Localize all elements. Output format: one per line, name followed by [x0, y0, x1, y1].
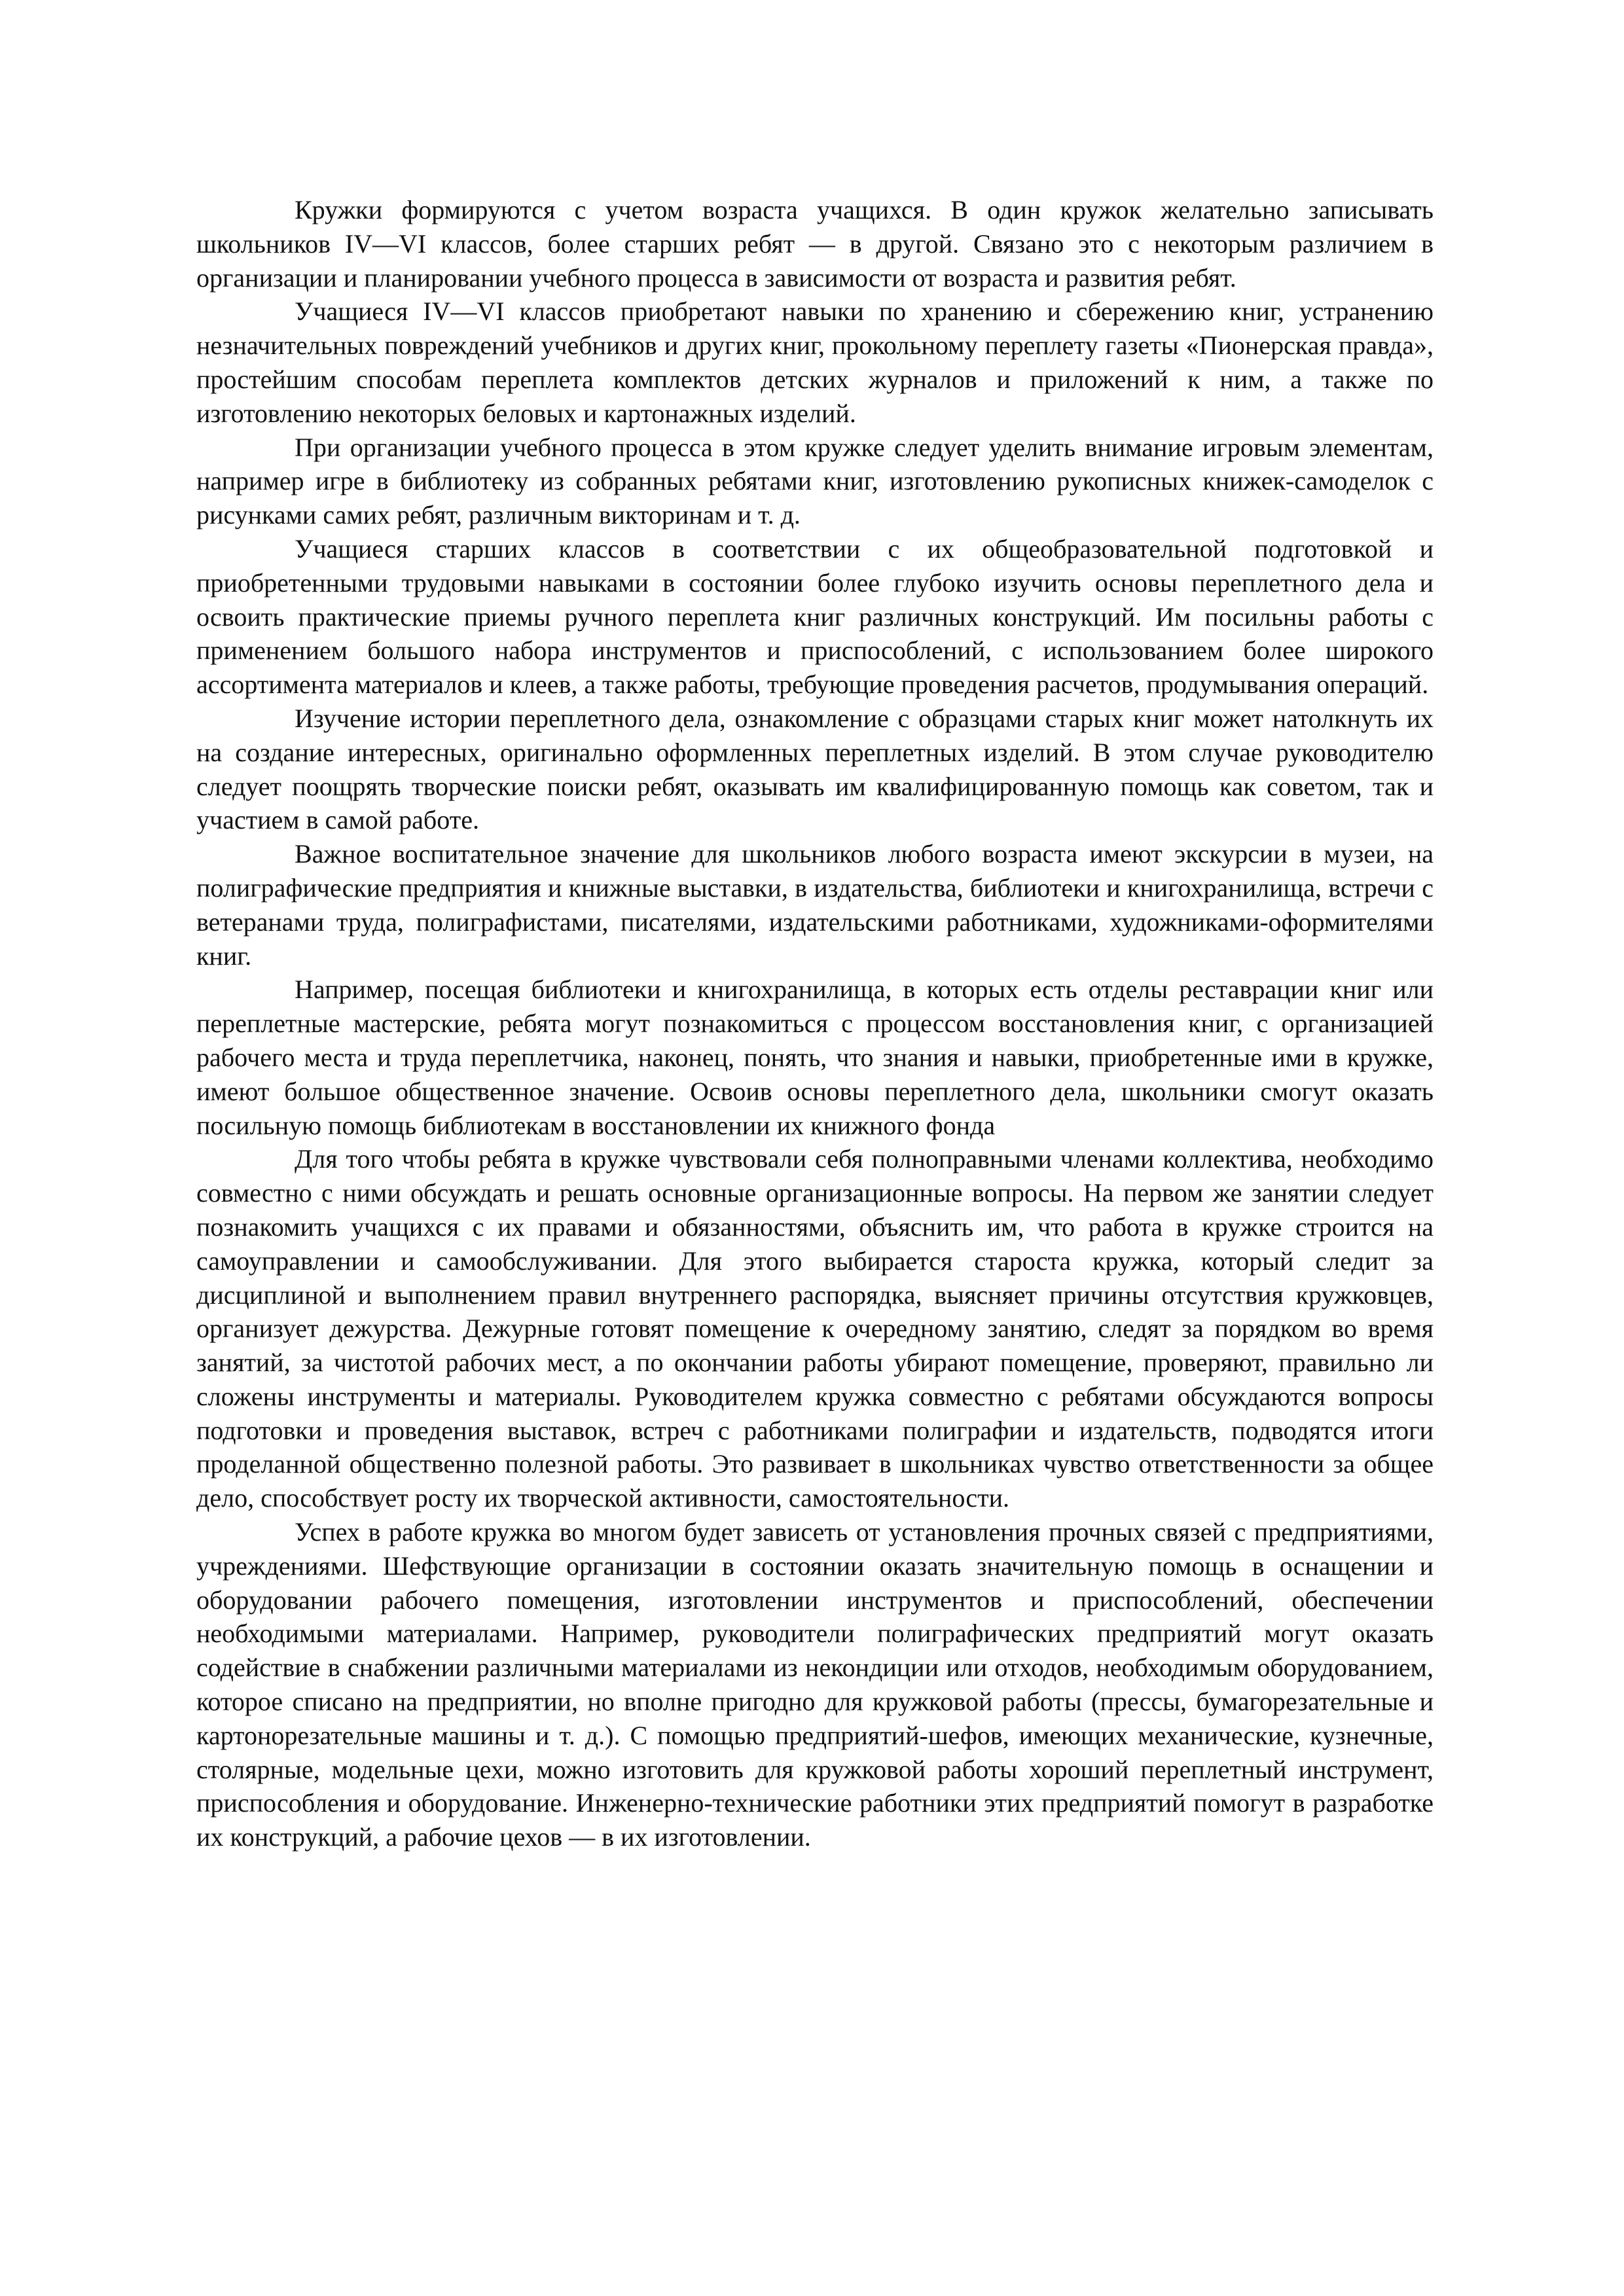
paragraph-circle-formation: Кружки формируются с учетом возраста учащихся. В один кружок желательно записывать школьников IV—VI классов, более старших ребят — в другой. Связано это с некоторым различием в организации и планировании учебного процесса в зависимости от возраста и развития ребят. [196, 195, 1434, 293]
paragraph-older-students-skills: Учащиеся старших классов в соответствии с их общеобразовательной подготовкой и приобретенными трудовыми навыками в состоянии более глубоко изучить основы переплетного дела и освоить практические приемы ручного переплета книг различных конструкций. Им посильны работы с применением большого набора инструментов и приспособлений, с использованием более широкого ассортимента материалов и клеев, а также работы, требующие проведения расчетов, продумывания операций. [196, 533, 1434, 700]
paragraph-younger-students-skills: Учащиеся IV—VI классов приобретают навыки по хранению и сбережению книг, устранению незначительных повреждений учебников и других книг, прокольному переплету газеты «Пионерская правда», простейшим способам переплета комплектов детских журналов и приложений к ним, а также по изготовлению некоторых беловых и картонажных изделий. [196, 296, 1434, 428]
paragraph-game-elements: При организации учебного процесса в этом кружке следует уделить внимание игровым элементам, например игре в библиотеку из собранных ребятами книг, изготовлению рукописных книжек-самоделок с рисунками самих ребят, различным викторинам и т. д. [196, 432, 1434, 530]
document-body [196, 193, 1434, 1854]
paragraph-binding-history: Изучение истории переплетного дела, ознакомление с образцами старых книг может натолкнуть их на создание интересных, оригинально оформленных переплетных изделий. В этом случае руководителю следует поощрять творческие поиски ребят, оказывать им квалифицированную помощь как советом, так и участием в самой работе. [196, 703, 1434, 835]
paragraph-self-government: Для того чтобы ребята в кружке чувствовали себя полноправными членами коллектива, необходимо совместно с ними обсуждать и решать основные организационные вопросы. На первом же занятии следует познакомить учащихся с их правами и обязанностями, объяснить им, что работа в кружке строится на самоуправлении и самообслуживании. Для этого выбирается староста кружка, который следит за дисциплиной и выполнением правил внутреннего распорядка, выясняет причины отсутствия кружковцев, организует дежурства. Дежурные готовят помещение к очередному занятию, следят за порядком во время занятий, за чистотой рабочих мест, а по окончании работы убирают помещение, проверяют, правильно ли сложены инструменты и материалы. Руководителем кружка совместно с ребятами обсуждаются вопросы подготовки и проведения выставок, встреч с работниками полиграфии и издательств, подводятся итоги проделанной общественно полезной работы. Это развивает в школьниках чувство ответственности за общее дело, способствует росту их творческой активности, самостоятельности. [196, 1144, 1434, 1513]
paragraph-library-visits: Например, посещая библиотеки и книгохранилища, в которых есть отделы реставрации книг или переплетные мастерские, ребята могут познакомиться с процессом восстановления книг, с организацией рабочего места и труда переплетчика, наконец, понять, что знания и навыки, приобретенные ими в кружке, имеют большое общественное значение. Освоив основы переплетного дела, школьники смогут оказать посильную помощь библиотекам в восстановлении их книжного фонда [196, 975, 1434, 1140]
paragraph-enterprise-ties: Успех в работе кружка во многом будет зависеть от установления прочных связей с предприятиями, учреждениями. Шефствующие организации в состоянии оказать значительную помощь в оснащении и оборудовании рабочего помещения, изготовлении инструментов и приспособлений, обеспечении необходимыми материалами. Например, руководители полиграфических предприятий могут оказать содействие в снабжении различными материалами из некондиции или отходов, необходимым оборудованием, которое списано на предприятии, но вполне пригодно для кружковой работы (прессы, бумагорезательные и картонорезательные машины и т. д.). С помощью предприятий-шефов, имеющих механические, кузнечные, столярные, модельные цехи, можно изготовить для кружковой работы хороший переплетный инструмент, приспособления и оборудование. Инженерно-технические работники этих предприятий помогут в разработке их конструкций, а рабочие цехов — в их изготовлении. [196, 1517, 1434, 1852]
paragraph-excursions: Важное воспитательное значение для школьников любого возраста имеют экскурсии в музеи, на полиграфические предприятия и книжные выставки, в издательства, библиотеки и книгохранилища, встречи с ветеранами труда, полиграфистами, писателями, издательскими работниками, художниками-оформителями книг. [196, 839, 1434, 971]
